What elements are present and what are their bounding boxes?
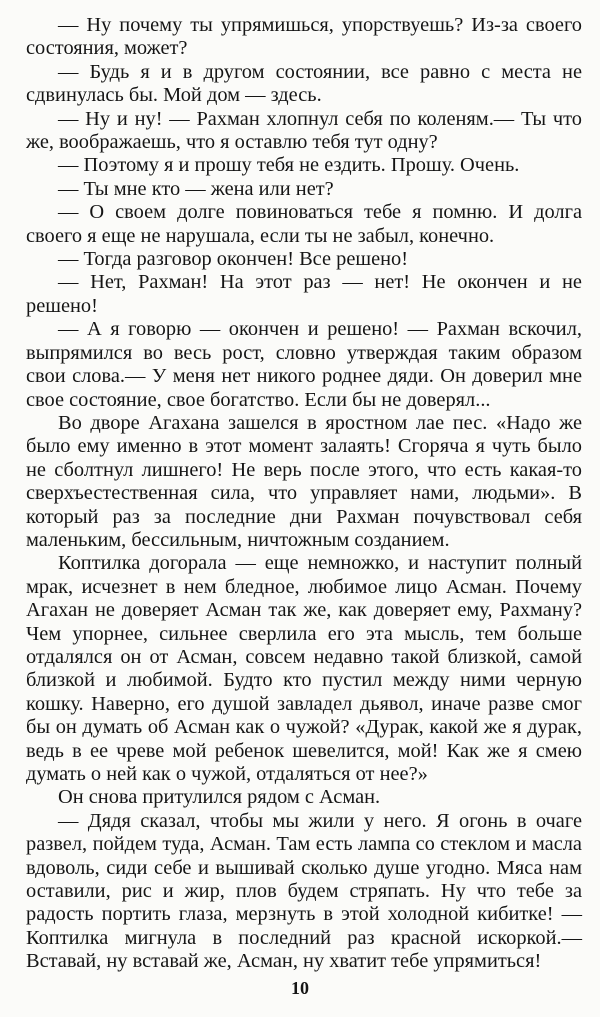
paragraph-10: Во дворе Агахана зашелся в яростном лае пес. «Надо же было ему именно в этот момент залаять! Сгоряча я чуть было не сболтнул лишнего! Не верь после этого, что есть какая-то сверхъестественная сила, что управляет нами, людьми». В который раз за последние дни Рахман почувствовал себя маленьким, бессильным, ничтожным созданием. (26, 411, 582, 551)
paragraph-11: Коптилка догорала — еще немножко, и наступит полный мрак, исчезнет в нем бледное, любимое лицо Асман. Почему Агахан не доверяет Асман так же, как доверяет ему, Рахману? Чем упорнее, сильнее сверлила его эта мысль, тем больше отдалялся он от Асман, совсем недавно такой близкой, самой близкой и любимой. Будто кто пустил между ними черную кошку. Наверно, его душой завладел дьявол, иначе разве смог бы он думать об Асман как о чужой? «Дурак, какой же я дурак, ведь в ее чреве мой ребенок шевелится, мой! Как же я смею думать о ней как о чужой, отдаляться от нее?» (26, 552, 582, 785)
paragraph-2: — Будь я и в другом состоянии, все равно с места не сдвинулась бы. Мой дом — здесь. (26, 60, 582, 107)
paragraph-1: — Ну почему ты упрямишься, упорствуешь? Из-за своего состояния, может? (26, 14, 582, 60)
paragraph-6: — О своем долге повиноваться тебе я помню. И долга своего я еще не нарушала, если ты не забыл, конечно. (26, 201, 582, 247)
paragraph-5: — Ты мне кто — жена или нет? (58, 177, 334, 200)
paragraph-7: — Тогда разговор окончен! Все решено! (58, 248, 409, 271)
paragraph-3: — Ну и ну! — Рахман хлопнул себя по коленям.— Ты что же, воображаешь, что я оставлю тебя тут одну? (26, 107, 582, 154)
paragraph-13: — Дядя сказал, чтобы мы жили у него. Я огонь в очаге развел, пойдем туда, Асман. Там есть лампа со стеклом и масла вдоволь, сиди себе и вышивай сколько душе угодно. Мяса нам оставили, рис и жир, плов будем стряпать. Ну что тебе за радость портить глаза, мерзнуть в этой холодной кибитке! — Коптилка мигнула в последний раз красной искоркой.— Вставай, ну вставай же, Асман, ну хватит тебе упрямиться! (26, 809, 582, 973)
page-text (26, 14, 582, 974)
paragraph-12: Он снова притулился рядом с Асман. (58, 786, 381, 809)
paragraph-9: — А я говорю — окончен и решено! — Рахман вскочил, выпрямился во весь рост, словно утверждая таким образом свои слова.— У меня нет никого роднее дяди. Он доверил мне свое состояние, свое богатство. Если бы не доверял... (26, 318, 582, 411)
paragraph-8: — Нет, Рахман! На этот раз — нет! Не окончен и не решено! (26, 271, 582, 317)
paragraph-4: — Поэтому я и прошу тебя не ездить. Прошу. Очень. (58, 154, 520, 177)
page-number: 10 (291, 978, 309, 998)
